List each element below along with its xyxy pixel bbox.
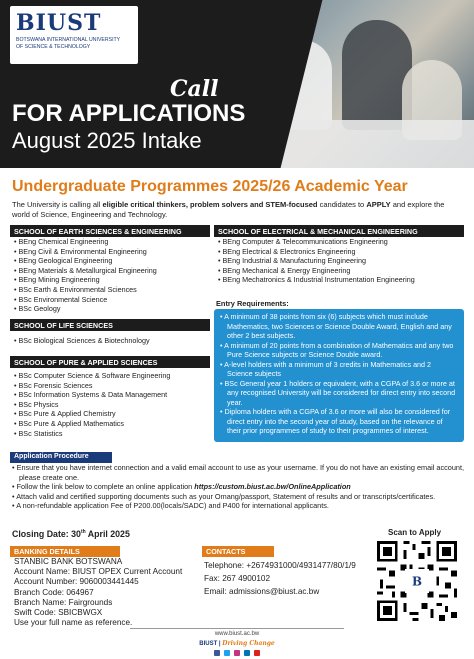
- application-step: • Attach valid and certified supporting documents such as your Omang/passport, Statement of results and or transcripts/certificates.: [12, 492, 464, 502]
- school-electrical-list: [214, 237, 464, 285]
- school-electrical-heading: SCHOOL OF ELECTRICAL & MECHANICAL ENGINEERING: [214, 225, 464, 237]
- programme-item: • BSc Information Systems & Data Management: [14, 390, 210, 400]
- programme-item: • BEng Mechatronics & Industrial Instrumentation Engineering: [218, 275, 464, 285]
- school-life-block: [10, 319, 210, 346]
- programme-item: • BSc Pure & Applied Mathematics: [14, 419, 210, 429]
- application-step: • Ensure that you have internet connection and a valid email account to use as your username. If you do not have an existing email account, please create one.: [12, 463, 464, 482]
- application-step: • A non-refundable application Fee of P200.00(locals/SADC) and P400 for international applicants.: [12, 501, 464, 511]
- programme-item: • BEng Geological Engineering: [14, 256, 210, 266]
- programme-item: • BEng Civil & Environmental Engineering: [14, 247, 210, 257]
- school-pure-heading: SCHOOL OF PURE & APPLIED SCIENCES: [10, 356, 210, 368]
- requirement-item: • A minimum of 38 points from six (6) subjects which must include Mathematics, two Sciences or Science Double Award, English and any other 2 best subjects.: [220, 312, 458, 341]
- social-icons: [214, 650, 260, 656]
- closing-date: Closing Date: 30th April 2025: [12, 529, 130, 539]
- requirement-item: • BSc General year 1 holders or equivalent, with a CGPA of 3.6 or more at any recognised University will be considered for direct entry into second year.: [220, 379, 458, 408]
- twitter-icon[interactable]: [224, 650, 230, 656]
- programme-item: • BEng Industrial & Manufacturing Engineering: [218, 256, 464, 266]
- programme-item: • BSc Forensic Sciences: [14, 381, 210, 391]
- school-life-list: [10, 336, 210, 346]
- contact-email[interactable]: Email: admissions@biust.ac.bw: [204, 587, 320, 596]
- linkedin-icon[interactable]: [244, 650, 250, 656]
- contacts-details: [204, 559, 356, 598]
- bank-line: Branch Code: 064967: [14, 587, 94, 597]
- programme-item: • BEng Electrical & Electronics Engineering: [218, 247, 464, 257]
- header-banner: [0, 0, 474, 168]
- footer-slogan: BIUST | Driving Change: [199, 640, 275, 647]
- school-earth-list: [10, 237, 210, 314]
- programme-item: • BSc Statistics: [14, 429, 210, 439]
- application-procedure-heading: Application Procedure: [10, 452, 112, 463]
- school-earth-block: [10, 225, 210, 314]
- programme-item: • BEng Mechanical & Energy Engineering: [218, 266, 464, 276]
- page-title: Undergraduate Programmes 2025/26 Academic Year: [12, 178, 408, 195]
- bank-line: Account Name: BIUST OPEX Current Account: [14, 567, 183, 577]
- contact-telephone: Telephone: +2674931000/4931477/80/1/9: [204, 561, 356, 570]
- svg-text:B: B: [411, 574, 423, 589]
- programme-item: • BSc Earth & Environmental Sciences: [14, 285, 210, 295]
- banking-details-heading: BANKING DETAILS: [10, 546, 120, 557]
- school-electrical-block: [214, 225, 464, 285]
- contact-fax: Fax: 267 4900102: [204, 574, 271, 583]
- programme-item: • BSc Environmental Science: [14, 295, 210, 305]
- intake-heading: August 2025 Intake: [12, 128, 202, 153]
- school-life-heading: SCHOOL OF LIFE SCIENCES: [10, 319, 210, 331]
- school-pure-list: [10, 371, 210, 438]
- entry-requirements-box: [214, 309, 464, 442]
- programme-item: • BSc Geology: [14, 304, 210, 314]
- requirement-item: • A-level holders with a minimum of 3 credits in Mathematics and 2 Science subjects: [220, 360, 458, 379]
- bank-line: Branch Name: Fairgrounds: [14, 597, 113, 607]
- banking-details: [14, 557, 182, 628]
- for-applications-heading: FOR APPLICATIONS: [12, 100, 246, 127]
- programme-item: • BEng Chemical Engineering: [14, 237, 210, 247]
- call-heading: Call: [170, 76, 219, 102]
- programme-item: • BSc Biological Sciences & Biotechnology: [14, 336, 210, 346]
- application-steps: [12, 463, 464, 511]
- bank-line: Account Number: 9060003441445: [14, 577, 139, 587]
- footer: [0, 628, 474, 659]
- bank-line: Use your full name as reference.: [14, 618, 133, 628]
- school-pure-block: [10, 356, 210, 438]
- bank-line: Swift Code: SBICBWGX: [14, 608, 103, 618]
- programme-item: • BEng Computer & Telecommunications Engineering: [218, 237, 464, 247]
- programme-item: • BSc Physics: [14, 400, 210, 410]
- school-earth-heading: SCHOOL OF EARTH SCIENCES & ENGINEERING: [10, 225, 210, 237]
- programme-item: • BEng Mining Engineering: [14, 275, 210, 285]
- website-url[interactable]: www.biust.ac.bw: [214, 631, 260, 637]
- facebook-icon[interactable]: [214, 650, 220, 656]
- requirement-item: • Diploma holders with a CGPA of 3.6 or more will also be considered for direct entry into the second year of study, based on the relevance of their prior programmes of study to their programmes of interest.: [220, 407, 458, 436]
- programme-item: • BSc Pure & Applied Chemistry: [14, 409, 210, 419]
- youtube-icon[interactable]: [254, 650, 260, 656]
- bank-line: STANBIC BANK BOTSWANA: [14, 557, 123, 566]
- intro-text: The University is calling all eligible critical thinkers, problem solvers and STEM-focused candidates to APPLY and explore the world of Science, Engineering and Technology.: [12, 200, 445, 220]
- application-step: • Follow the link below to complete an online application https://custom.biust.ac.bw/OnlineApplication: [12, 482, 464, 492]
- programme-item: • BSc Computer Science & Software Engineering: [14, 371, 210, 381]
- online-application-link[interactable]: https://custom.biust.ac.bw/OnlineApplication: [194, 482, 351, 492]
- programme-item: • BEng Materials & Metallurgical Engineering: [14, 266, 210, 276]
- entry-requirements-heading: Entry Requirements:: [216, 299, 289, 308]
- scan-to-apply-label: Scan to Apply: [388, 528, 442, 537]
- instagram-icon[interactable]: [234, 650, 240, 656]
- qr-code[interactable]: [372, 538, 462, 624]
- requirement-item: • A minimum of 20 points from a combination of Mathematics and any two Pure Science subjects or Science Double award.: [220, 341, 458, 360]
- biust-logo: BIUST BOTSWANA INTERNATIONAL UNIVERSITY OF SCIENCE & TECHNOLOGY: [10, 6, 138, 64]
- contacts-heading: CONTACTS: [202, 546, 274, 557]
